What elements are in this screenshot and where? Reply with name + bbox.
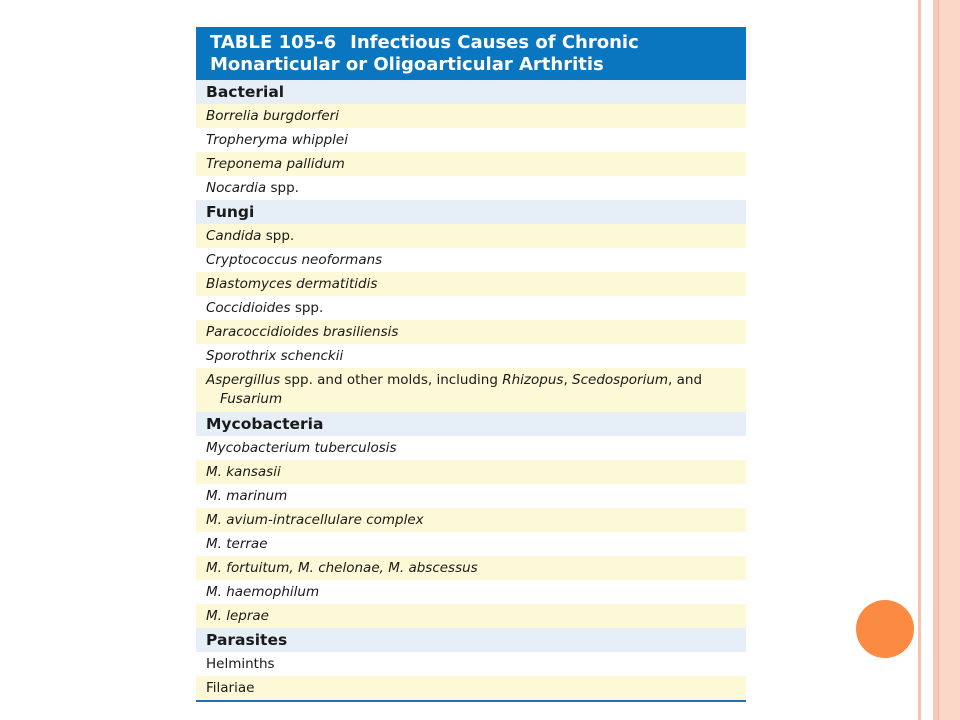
border-band — [938, 0, 960, 720]
table-row: M. kansasii — [196, 460, 746, 484]
table-row — [196, 368, 746, 412]
organism-name: Coccidioides — [206, 300, 291, 316]
organism-name: Aspergillus — [206, 372, 281, 388]
table-row: M. leprae — [196, 604, 746, 628]
section-fungi: Fungi — [196, 200, 746, 224]
table-row: Paracoccidioides brasiliensis — [196, 320, 746, 344]
section-bacterial: Bacterial — [196, 80, 746, 104]
table-row: M. fortuitum, M. chelonae, M. abscessus — [196, 556, 746, 580]
table-row: M. avium-intracellulare complex — [196, 508, 746, 532]
border-stripe — [918, 0, 921, 720]
section-parasites: Parasites — [196, 628, 746, 652]
spp-suffix: spp. — [290, 300, 324, 316]
spp-suffix: spp. — [266, 180, 299, 196]
row-text: spp. and other molds, including — [280, 372, 503, 388]
section-mycobacteria: Mycobacteria — [196, 412, 746, 436]
table-bottom-rule — [196, 700, 746, 702]
table-row: Blastomyces dermatitidis — [196, 272, 746, 296]
organism-name: Fusarium — [220, 391, 283, 407]
table-row — [196, 224, 746, 248]
organism-name: Rhizopus — [502, 372, 564, 388]
table-row — [196, 296, 746, 320]
table-row — [196, 176, 746, 200]
infectious-causes-table — [196, 27, 746, 702]
organism-name: Scedosporium — [572, 372, 669, 388]
table-row: Treponema pallidum — [196, 152, 746, 176]
table-row: Helminths — [196, 652, 746, 676]
decorative-circle — [856, 600, 914, 658]
spp-suffix: spp. — [261, 228, 295, 244]
table-title-line1: Infectious Causes of Chronic — [350, 32, 639, 53]
table-row: M. terrae — [196, 532, 746, 556]
table-row: Cryptococcus neoformans — [196, 248, 746, 272]
row-text: , and — [668, 372, 703, 388]
table-title-line2: Monarticular or Oligoarticular Arthritis — [210, 54, 604, 75]
table-number: TABLE 105-6 — [210, 32, 337, 53]
table-row: Borrelia burgdorferi — [196, 104, 746, 128]
table-row: M. haemophilum — [196, 580, 746, 604]
table-row: Sporothrix schenckii — [196, 344, 746, 368]
table-row: Mycobacterium tuberculosis — [196, 436, 746, 460]
table-row: Tropheryma whipplei — [196, 128, 746, 152]
organism-name: Nocardia — [206, 180, 267, 196]
table-row: M. marinum — [196, 484, 746, 508]
border-gap — [924, 0, 932, 720]
row-text: , — [563, 372, 573, 388]
table-row: Filariae — [196, 676, 746, 700]
table-title — [196, 27, 746, 80]
organism-name: Candida — [206, 228, 262, 244]
